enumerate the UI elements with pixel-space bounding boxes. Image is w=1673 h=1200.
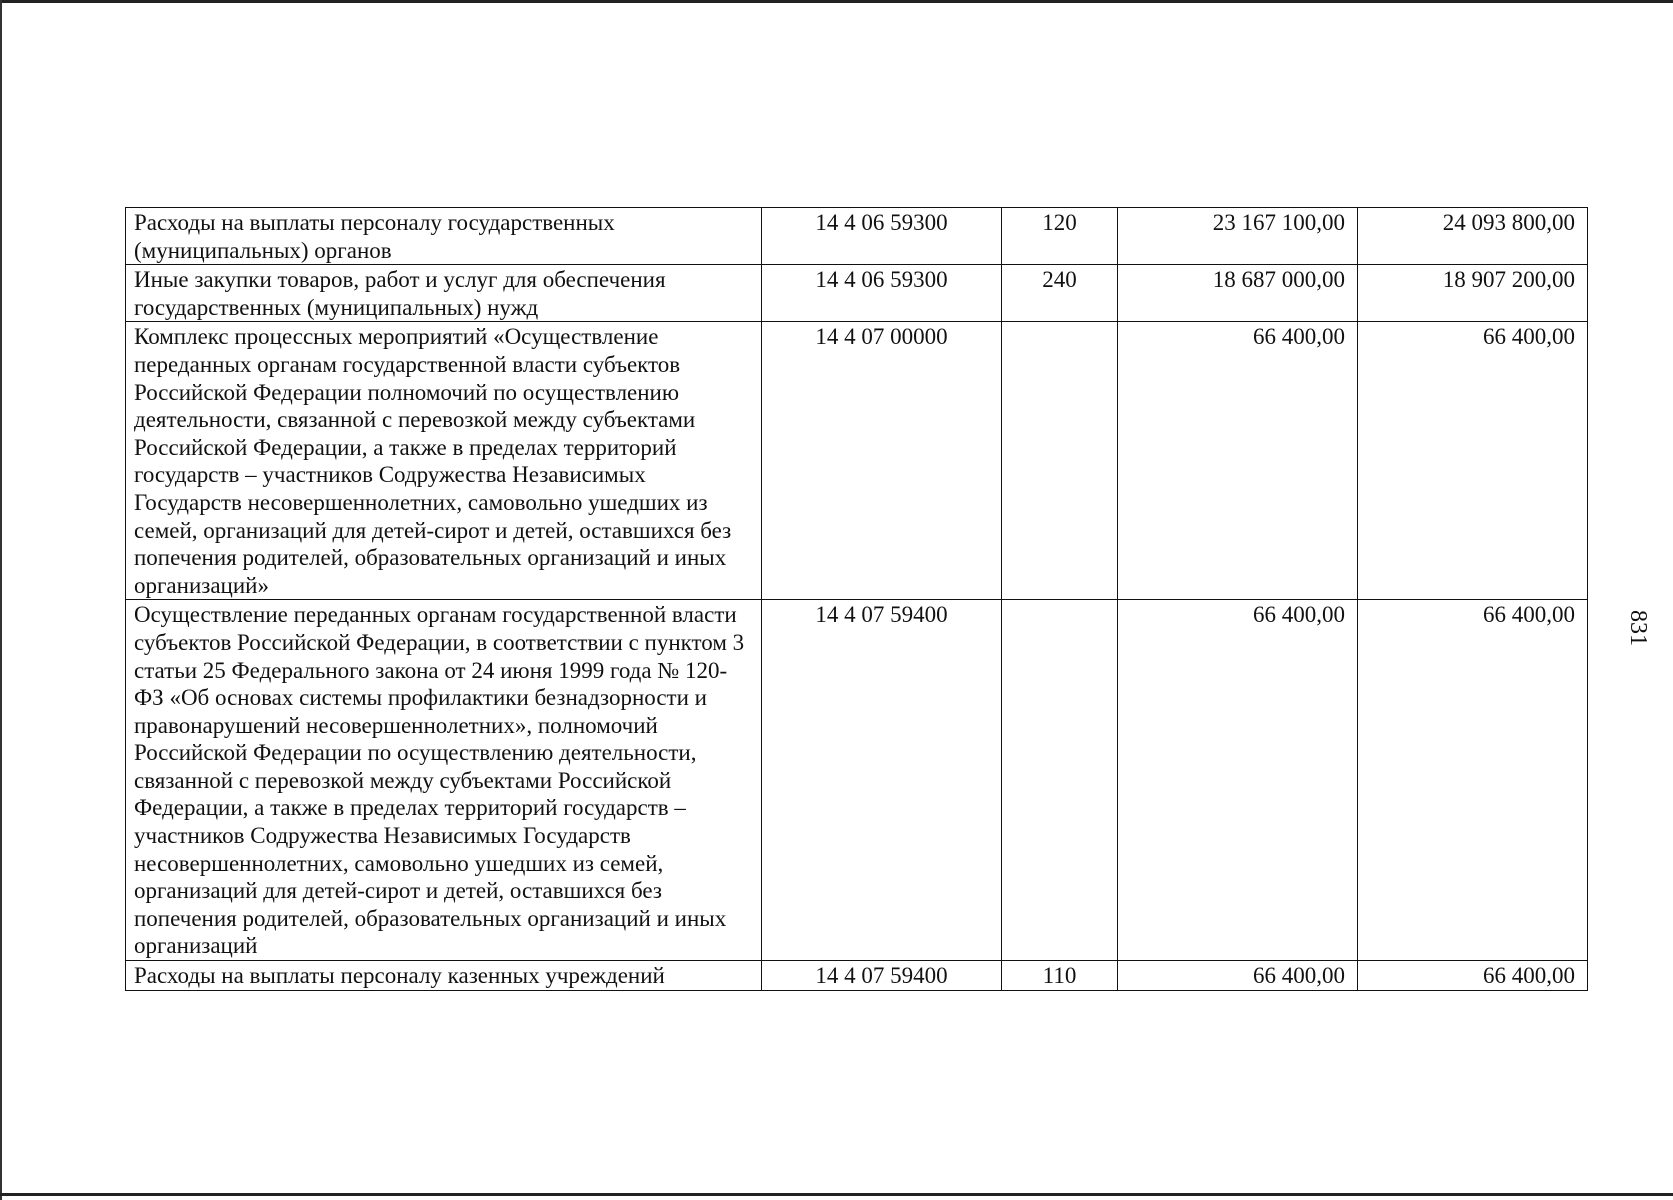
- expense-type-cell: 120: [1002, 208, 1118, 265]
- target-code-cell: 14 4 07 59400: [762, 600, 1002, 961]
- amount-first-year-cell: 66 400,00: [1118, 600, 1358, 961]
- target-code-cell: 14 4 06 59300: [762, 265, 1002, 322]
- amount-first-year-cell: 23 167 100,00: [1118, 208, 1358, 265]
- target-code-cell: 14 4 06 59300: [762, 208, 1002, 265]
- expense-type-cell: 110: [1002, 961, 1118, 991]
- page-number: 831: [1625, 610, 1651, 646]
- table-row: [126, 961, 1588, 991]
- target-code-cell: 14 4 07 59400: [762, 961, 1002, 991]
- expense-name-cell: Расходы на выплаты персоналу казенных учреждений: [126, 961, 762, 991]
- expense-name-cell: Комплекс процессных мероприятий «Осуществление переданных органам государственной власти субъектов Российской Федерации полномочий по осуществлению деятельности, связанной с перевозкой между субъектами Российской Федерации, а также в пределах территорий государств – участников Содружества Независимых Государств несовершеннолетних, самовольно ушедших из семей, организаций для детей-сирот и детей, оставшихся без попечения родителей, образовательных организаций и иных организаций»: [126, 322, 762, 600]
- scan-edge-bottom: [0, 1193, 1673, 1196]
- expense-name-cell: Осуществление переданных органам государственной власти субъектов Российской Федерации, в соответствии с пунктом 3 статьи 25 Федерального закона от 24 июня 1999 года № 120-ФЗ «Об основах системы профилактики безнадзорности и правонарушений несовершеннолетних», полномочий Российской Федерации по осуществлению деятельности, связанной с перевозкой между субъектами Российской Федерации, а также в пределах территорий государств – участников Содружества Независимых Государств несовершеннолетних, самовольно ушедших из семей, организаций для детей-сирот и детей, оставшихся без попечения родителей, образовательных организаций и иных организаций: [126, 600, 762, 961]
- scan-edge-left: [0, 0, 2, 1200]
- expense-type-cell: [1002, 600, 1118, 961]
- table-row: [126, 208, 1588, 265]
- amount-second-year-cell: 66 400,00: [1358, 961, 1588, 991]
- amount-second-year-cell: 66 400,00: [1358, 600, 1588, 961]
- table-row: [126, 600, 1588, 961]
- expense-name-cell: Расходы на выплаты персоналу государственных (муниципальных) органов: [126, 208, 762, 265]
- target-code-cell: 14 4 07 00000: [762, 322, 1002, 600]
- table-row: [126, 265, 1588, 322]
- scan-edge-top: [0, 0, 1673, 3]
- expense-type-cell: [1002, 322, 1118, 600]
- amount-second-year-cell: 18 907 200,00: [1358, 265, 1588, 322]
- expense-type-cell: 240: [1002, 265, 1118, 322]
- amount-first-year-cell: 66 400,00: [1118, 961, 1358, 991]
- table-row: [126, 322, 1588, 600]
- amount-second-year-cell: 66 400,00: [1358, 322, 1588, 600]
- amount-second-year-cell: 24 093 800,00: [1358, 208, 1588, 265]
- budget-table: [125, 207, 1588, 991]
- expense-name-cell: Иные закупки товаров, работ и услуг для обеспечения государственных (муниципальных) нужд: [126, 265, 762, 322]
- amount-first-year-cell: 18 687 000,00: [1118, 265, 1358, 322]
- amount-first-year-cell: 66 400,00: [1118, 322, 1358, 600]
